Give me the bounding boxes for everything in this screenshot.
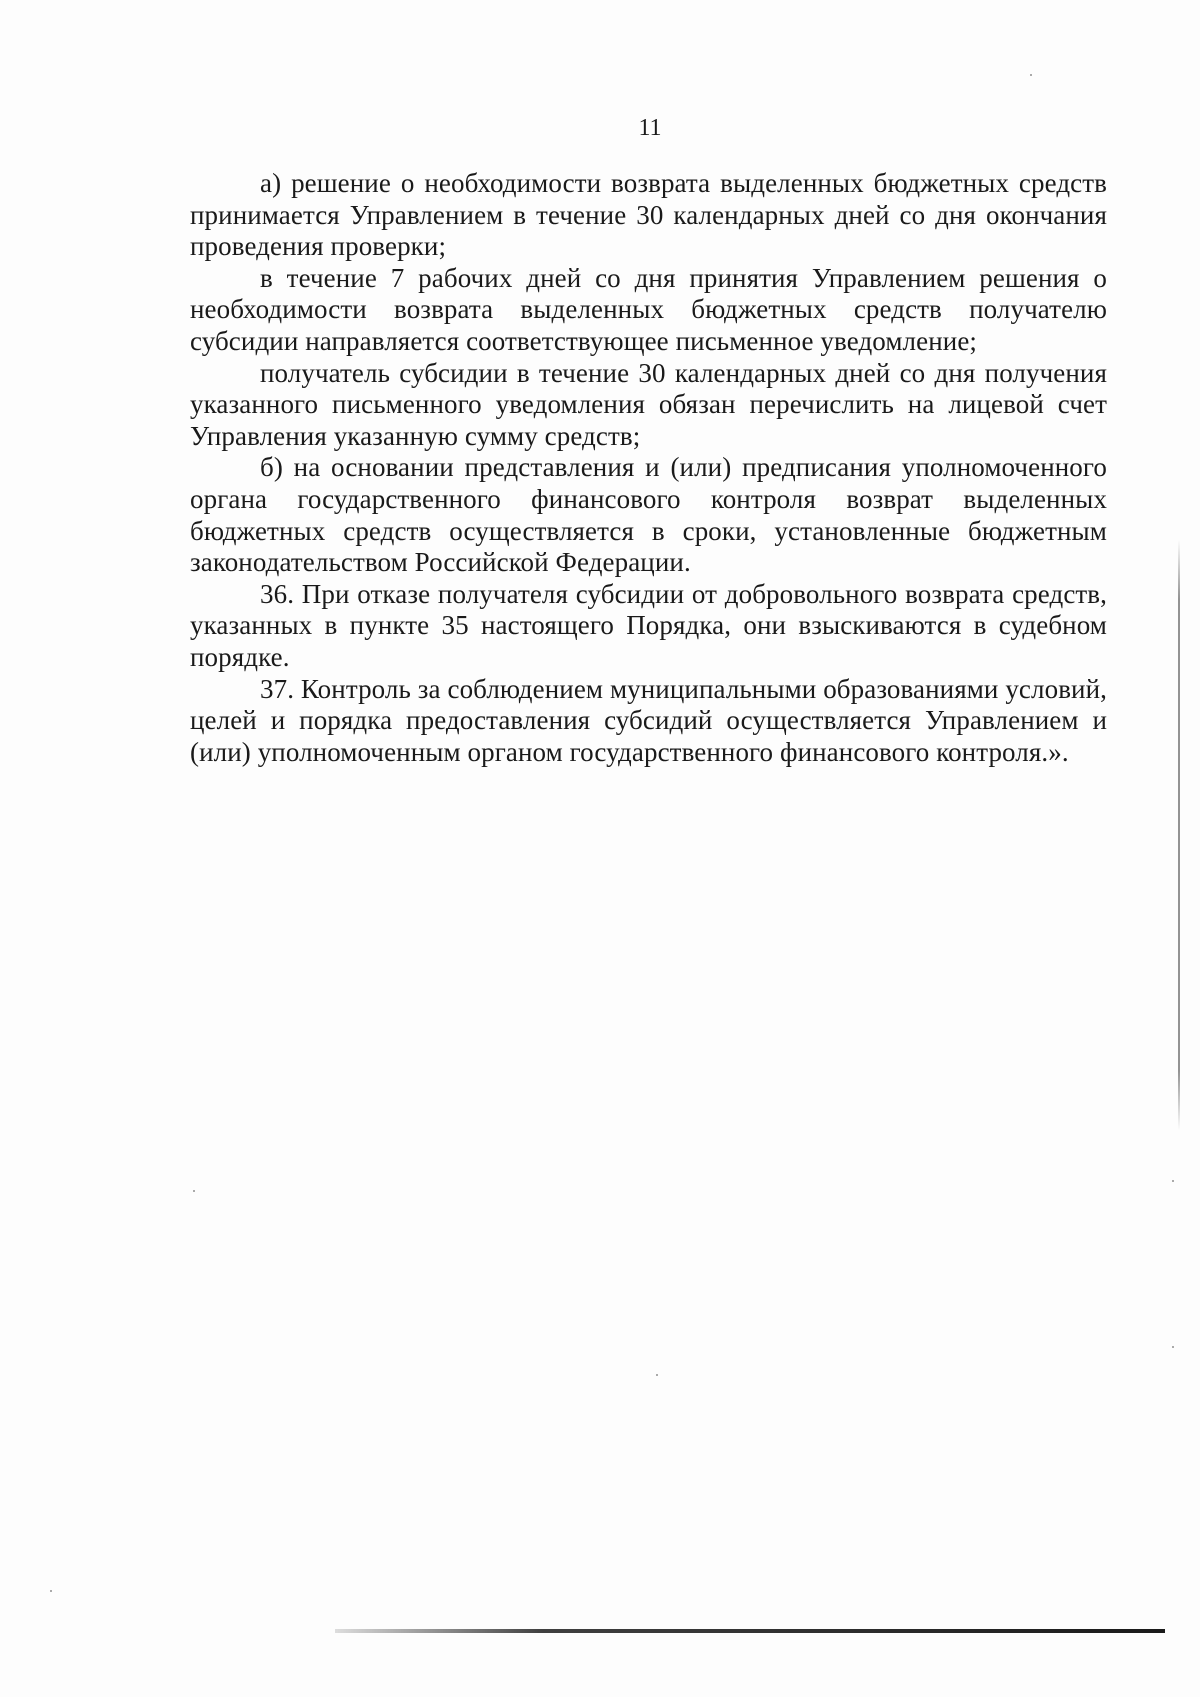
scan-speck xyxy=(1030,74,1032,76)
document-body xyxy=(190,168,1107,768)
paragraph-b-representation: б) на основании представления и (или) предписания уполномоченного органа государственного финансового контроля возврат выделенных бюджетных средств осуществляется в сроки, установленные бюджетным законодательством Российской Федерации. xyxy=(190,452,1107,578)
paragraph-37-control: 37. Контроль за соблюдением муниципальными образованиями условий, целей и порядка предоставления субсидий осуществляется Управлением и (или) уполномоченным органом государственного финансового контроля.». xyxy=(190,673,1107,767)
paragraph-notification: в течение 7 рабочих дней со дня принятия Управлением решения о необходимости возврата выделенных бюджетных средств получателю субсидии направляется соответствующее письменное уведомление; xyxy=(190,262,1107,356)
paragraph-a-decision: а) решение о необходимости возврата выделенных бюджетных средств принимается Управлением в течение 30 календарных дней со дня окончания проведения проверки; xyxy=(190,168,1107,262)
scan-speck xyxy=(193,1190,195,1192)
scan-speck xyxy=(1172,1346,1174,1348)
paragraph-36-refusal: 36. При отказе получателя субсидии от добровольного возврата средств, указанных в пункте 35 настоящего Порядка, они взыскиваются в судебном порядке. xyxy=(190,578,1107,672)
scan-edge-line-bottom xyxy=(335,1629,1165,1633)
page-number: 11 xyxy=(638,115,662,141)
paragraph-transfer-obligation: получатель субсидии в течение 30 календарных дней со дня получения указанного письменного уведомления обязан перечислить на лицевой счет Управления указанную сумму средств; xyxy=(190,357,1107,451)
scan-edge-line-right xyxy=(1178,540,1180,1130)
scan-speck xyxy=(656,1374,658,1376)
scan-speck xyxy=(1172,1180,1174,1182)
scan-speck xyxy=(50,1590,52,1592)
